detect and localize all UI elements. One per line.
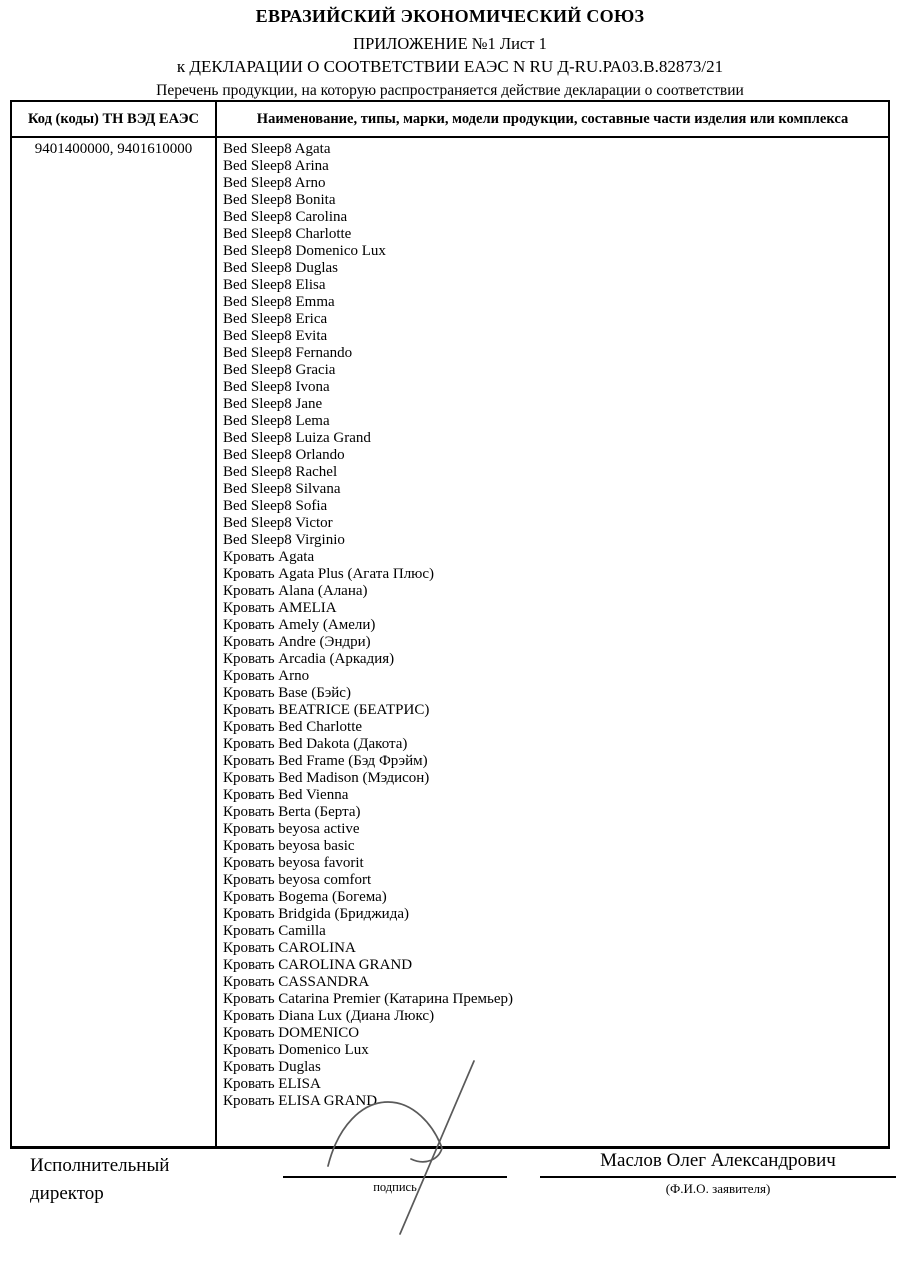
product-line: Bed Sleep8 Erica: [223, 311, 328, 327]
product-line: Кровать CASSANDRA: [223, 974, 370, 990]
applicant-name: Маслов Олег Александрович: [600, 1150, 836, 1171]
table-header-row: [11, 101, 889, 137]
tnved-code-column-header: Код (коды) ТН ВЭД ЕАЭС: [11, 101, 216, 137]
product-line: Кровать AMELIA: [223, 600, 337, 616]
product-line: Bed Sleep8 Evita: [223, 328, 328, 344]
product-line: Кровать ELISA: [223, 1076, 321, 1092]
product-line: Кровать ELISA GRAND: [223, 1093, 378, 1109]
product-line: Bed Sleep8 Elisa: [223, 277, 326, 293]
product-line: Bed Sleep8 Domenico Lux: [223, 243, 386, 259]
signature-line: [283, 1176, 507, 1178]
product-line: Кровать CAROLINA: [223, 940, 356, 956]
product-line: Bed Sleep8 Carolina: [223, 209, 348, 225]
product-name-column-header: Наименование, типы, марки, модели продукции, составные части изделия или комплекса: [216, 101, 889, 137]
product-line: Bed Sleep8 Agata: [223, 141, 331, 157]
product-line: Bed Sleep8 Arina: [223, 158, 329, 174]
product-line: Bed Sleep8 Orlando: [223, 447, 345, 463]
product-line: Кровать Andre (Эндри): [223, 634, 371, 650]
product-line: Bed Sleep8 Duglas: [223, 260, 338, 276]
product-line: Bed Sleep8 Luiza Grand: [223, 430, 371, 446]
product-line: Кровать Bed Vienna: [223, 787, 349, 803]
product-line: Bed Sleep8 Lema: [223, 413, 330, 429]
product-line: Кровать Camilla: [223, 923, 326, 939]
product-line: Кровать Amely (Амели): [223, 617, 376, 633]
product-line: Кровать beyosa active: [223, 821, 360, 837]
product-line: Bed Sleep8 Gracia: [223, 362, 336, 378]
product-line: Bed Sleep8 Victor: [223, 515, 333, 531]
product-line: Кровать Arno: [223, 668, 310, 684]
product-line: Bed Sleep8 Silvana: [223, 481, 341, 497]
product-line: Кровать Agata Plus (Агата Плюс): [223, 566, 435, 582]
product-line: Кровать Base (Бэйс): [223, 685, 351, 701]
product-line: Кровать beyosa basic: [223, 838, 355, 854]
product-line: Кровать BEATRICE (БЕАТРИС): [223, 702, 430, 718]
signature-caption: подпись: [373, 1180, 417, 1194]
product-line: Кровать Diana Lux (Диана Люкс): [223, 1008, 435, 1024]
products-list-cell: [216, 137, 889, 1148]
product-line: Кровать Bed Charlotte: [223, 719, 363, 735]
product-line: Bed Sleep8 Arno: [223, 175, 326, 191]
product-line: Кровать CAROLINA GRAND: [223, 957, 413, 973]
table-data-row: [11, 137, 889, 1148]
document-header: [0, 0, 900, 100]
product-line: Кровать Bed Frame (Бэд Фрэйм): [223, 753, 428, 769]
product-line: Bed Sleep8 Emma: [223, 294, 335, 310]
product-line: Кровать Catarina Premier (Катарина Премьер): [223, 991, 514, 1007]
product-line: Кровать Duglas: [223, 1059, 321, 1075]
product-line: Bed Sleep8 Bonita: [223, 192, 336, 208]
product-line: Bed Sleep8 Sofia: [223, 498, 328, 514]
product-line: Кровать Domenico Lux: [223, 1042, 369, 1058]
product-line: Кровать Bed Madison (Мэдисон): [223, 770, 430, 786]
product-line: Bed Sleep8 Jane: [223, 396, 323, 412]
product-line: Кровать Berta (Берта): [223, 804, 361, 820]
tnved-code-cell: 9401400000, 9401610000: [11, 137, 216, 1148]
products-table: [10, 100, 890, 1149]
product-line: Bed Sleep8 Charlotte: [223, 226, 352, 242]
declaration-number-line: к ДЕКЛАРАЦИИ О СООТВЕТСТВИИ ЕАЭС N RU Д-RU.РА03.В.82873/21: [176, 57, 724, 76]
product-line: Кровать Bridgida (Бриджида): [223, 906, 409, 922]
product-line: Кровать Agata: [223, 549, 315, 565]
product-line: Кровать DOMENICO: [223, 1025, 360, 1041]
product-line: Кровать Alana (Алана): [223, 583, 368, 599]
product-line: Bed Sleep8 Fernando: [223, 345, 353, 361]
applicant-name-caption: (Ф.И.О. заявителя): [665, 1181, 771, 1196]
appendix-subtitle: ПРИЛОЖЕНИЕ №1 Лист 1: [353, 34, 547, 53]
applicant-name-line: [540, 1176, 896, 1178]
product-line: Bed Sleep8 Ivona: [223, 379, 330, 395]
document-title: ЕВРАЗИЙСКИЙ ЭКОНОМИЧЕСКИЙ СОЮЗ: [255, 6, 645, 26]
signer-role-label: Исполнительный директор: [30, 1155, 170, 1204]
product-line: Кровать beyosa favorit: [223, 855, 364, 871]
product-line: Bed Sleep8 Virginio: [223, 532, 345, 548]
product-line: Кровать beyosa comfort: [223, 872, 372, 888]
product-line: Кровать Arcadia (Аркадия): [223, 651, 395, 667]
product-list-description: Перечень продукции, на которую распространяется действие декларации о соответствии: [156, 82, 744, 99]
product-line: Bed Sleep8 Rachel: [223, 464, 338, 480]
product-line: Кровать Bogema (Богема): [223, 889, 387, 905]
product-line: Кровать Bed Dakota (Дакота): [223, 736, 408, 752]
